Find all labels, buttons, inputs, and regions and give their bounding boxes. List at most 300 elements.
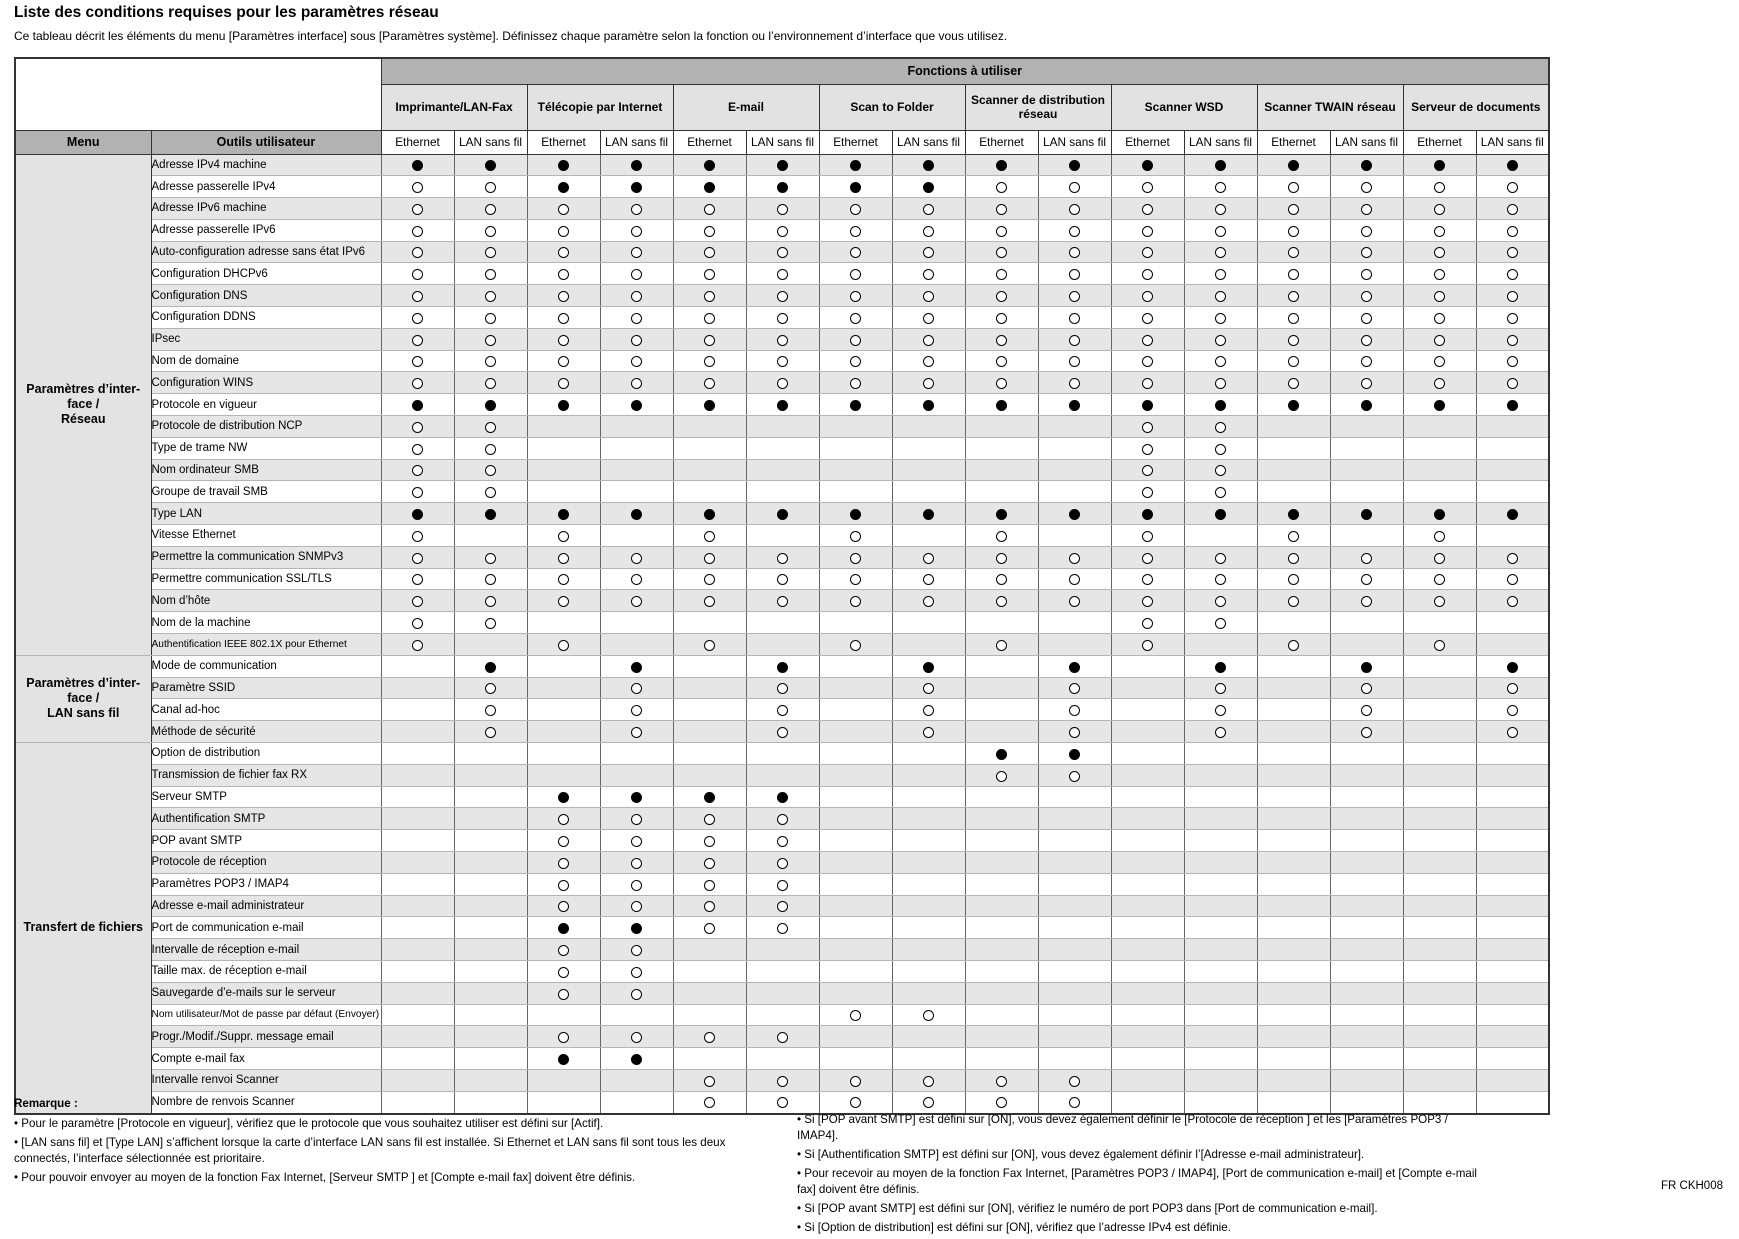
matrix-cell: [1184, 416, 1257, 438]
filled-dot-icon: [996, 509, 1007, 520]
matrix-cell: [1476, 263, 1549, 285]
matrix-cell: [819, 154, 892, 176]
matrix-cell: [1038, 525, 1111, 547]
matrix-cell: [892, 350, 965, 372]
matrix-cell: [454, 830, 527, 852]
matrix-cell: [819, 219, 892, 241]
matrix-cell: [746, 503, 819, 525]
filled-dot-icon: [1507, 509, 1518, 520]
open-dot-icon: [485, 574, 496, 585]
matrix-cell: [527, 939, 600, 961]
matrix-cell: [381, 786, 454, 808]
matrix-cell: [1476, 590, 1549, 612]
open-dot-icon: [704, 574, 715, 585]
filled-dot-icon: [412, 509, 423, 520]
matrix-cell: [1184, 1048, 1257, 1070]
matrix-cell: [527, 764, 600, 786]
matrix-cell: [1403, 939, 1476, 961]
filled-dot-icon: [1142, 160, 1153, 171]
matrix-cell: [819, 546, 892, 568]
wifi-header: LAN sans fil: [1476, 130, 1549, 154]
open-dot-icon: [1507, 574, 1518, 585]
filled-dot-icon: [412, 160, 423, 171]
open-dot-icon: [704, 858, 715, 869]
matrix-cell: [1330, 154, 1403, 176]
open-dot-icon: [1069, 313, 1080, 324]
open-dot-icon: [558, 204, 569, 215]
matrix-cell: [381, 154, 454, 176]
open-dot-icon: [923, 269, 934, 280]
open-dot-icon: [704, 291, 715, 302]
open-dot-icon: [996, 596, 1007, 607]
table-row: [15, 481, 1549, 503]
matrix-cell: [746, 634, 819, 656]
matrix-cell: [1476, 176, 1549, 198]
open-dot-icon: [1069, 574, 1080, 585]
filled-dot-icon: [558, 1054, 569, 1065]
open-dot-icon: [777, 335, 788, 346]
open-dot-icon: [996, 640, 1007, 651]
matrix-cell: [1257, 176, 1330, 198]
matrix-cell: [965, 307, 1038, 329]
matrix-cell: [454, 677, 527, 699]
matrix-cell: [819, 960, 892, 982]
open-dot-icon: [1069, 182, 1080, 193]
matrix-cell: [965, 372, 1038, 394]
matrix-cell: [1403, 372, 1476, 394]
open-dot-icon: [996, 291, 1007, 302]
matrix-cell: [1184, 960, 1257, 982]
matrix-cell: [965, 873, 1038, 895]
matrix-cell: [1476, 895, 1549, 917]
open-dot-icon: [1507, 313, 1518, 324]
matrix-cell: [892, 328, 965, 350]
open-dot-icon: [1507, 727, 1518, 738]
matrix-cell: [892, 525, 965, 547]
matrix-cell: [1257, 721, 1330, 743]
matrix-cell: [454, 590, 527, 612]
matrix-cell: [819, 634, 892, 656]
matrix-cell: [892, 612, 965, 634]
matrix-cell: [673, 960, 746, 982]
table-row: [15, 219, 1549, 241]
matrix-cell: [819, 612, 892, 634]
matrix-cell: [381, 852, 454, 874]
matrix-cell: [819, 263, 892, 285]
matrix-cell: [1330, 743, 1403, 765]
open-dot-icon: [850, 596, 861, 607]
matrix-cell: [1403, 743, 1476, 765]
filled-dot-icon: [1142, 400, 1153, 411]
row-label: Configuration DNS: [151, 285, 381, 307]
matrix-cell: [965, 1048, 1038, 1070]
matrix-cell: [1403, 699, 1476, 721]
table-row: [15, 372, 1549, 394]
filled-dot-icon: [777, 509, 788, 520]
matrix-cell: [892, 1026, 965, 1048]
open-dot-icon: [996, 1097, 1007, 1108]
matrix-cell: [1184, 590, 1257, 612]
open-dot-icon: [1434, 378, 1445, 389]
open-dot-icon: [1142, 596, 1153, 607]
matrix-cell: [1038, 154, 1111, 176]
open-dot-icon: [485, 313, 496, 324]
matrix-cell: [527, 525, 600, 547]
matrix-cell: [1184, 285, 1257, 307]
matrix-cell: [673, 285, 746, 307]
row-label: Mode de communication: [151, 655, 381, 677]
matrix-cell: [746, 612, 819, 634]
table-row: [15, 416, 1549, 438]
open-dot-icon: [485, 247, 496, 258]
matrix-cell: [1257, 699, 1330, 721]
row-label: Configuration DDNS: [151, 307, 381, 329]
matrix-cell: [454, 786, 527, 808]
matrix-cell: [892, 241, 965, 263]
matrix-cell: [1038, 241, 1111, 263]
open-dot-icon: [1069, 226, 1080, 237]
open-dot-icon: [850, 291, 861, 302]
matrix-cell: [600, 612, 673, 634]
matrix-cell: [1330, 721, 1403, 743]
open-dot-icon: [1142, 618, 1153, 629]
matrix-cell: [1476, 786, 1549, 808]
matrix-cell: [673, 612, 746, 634]
open-dot-icon: [1142, 553, 1153, 564]
filled-dot-icon: [631, 400, 642, 411]
matrix-cell: [1476, 1026, 1549, 1048]
filled-dot-icon: [923, 662, 934, 673]
matrix-cell: [1403, 503, 1476, 525]
open-dot-icon: [1361, 291, 1372, 302]
matrix-cell: [673, 852, 746, 874]
matrix-cell: [965, 895, 1038, 917]
matrix-cell: [600, 481, 673, 503]
open-dot-icon: [704, 901, 715, 912]
matrix-cell: [1257, 590, 1330, 612]
filled-dot-icon: [485, 509, 496, 520]
functions-header-row: [15, 58, 1549, 84]
matrix-cell: [1111, 263, 1184, 285]
matrix-cell: [527, 176, 600, 198]
matrix-cell: [892, 154, 965, 176]
matrix-cell: [527, 612, 600, 634]
matrix-cell: [673, 176, 746, 198]
open-dot-icon: [1215, 269, 1226, 280]
matrix-cell: [1111, 503, 1184, 525]
open-dot-icon: [631, 814, 642, 825]
matrix-cell: [454, 1048, 527, 1070]
matrix-cell: [1111, 634, 1184, 656]
open-dot-icon: [850, 247, 861, 258]
matrix-cell: [1111, 764, 1184, 786]
matrix-cell: [746, 808, 819, 830]
matrix-cell: [673, 328, 746, 350]
matrix-cell: [381, 285, 454, 307]
open-dot-icon: [1361, 596, 1372, 607]
filled-dot-icon: [558, 400, 569, 411]
open-dot-icon: [631, 836, 642, 847]
open-dot-icon: [923, 705, 934, 716]
matrix-cell: [673, 634, 746, 656]
open-dot-icon: [996, 771, 1007, 782]
open-dot-icon: [412, 335, 423, 346]
matrix-cell: [1111, 721, 1184, 743]
matrix-cell: [1476, 873, 1549, 895]
matrix-cell: [892, 590, 965, 612]
matrix-cell: [819, 786, 892, 808]
matrix-cell: [527, 677, 600, 699]
matrix-cell: [673, 699, 746, 721]
matrix-cell: [1403, 546, 1476, 568]
matrix-cell: [1403, 285, 1476, 307]
open-dot-icon: [996, 1076, 1007, 1087]
matrix-cell: [1184, 699, 1257, 721]
open-dot-icon: [412, 487, 423, 498]
open-dot-icon: [1215, 335, 1226, 346]
matrix-cell: [673, 677, 746, 699]
matrix-cell: [454, 350, 527, 372]
open-dot-icon: [485, 727, 496, 738]
matrix-cell: [1476, 328, 1549, 350]
matrix-cell: [892, 546, 965, 568]
matrix-cell: [600, 852, 673, 874]
matrix-cell: [965, 830, 1038, 852]
open-dot-icon: [777, 313, 788, 324]
matrix-cell: [892, 198, 965, 220]
filled-dot-icon: [1361, 662, 1372, 673]
matrix-cell: [673, 917, 746, 939]
matrix-cell: [1403, 634, 1476, 656]
matrix-cell: [381, 241, 454, 263]
open-dot-icon: [1361, 313, 1372, 324]
open-dot-icon: [777, 814, 788, 825]
open-dot-icon: [1434, 269, 1445, 280]
matrix-cell: [1257, 1069, 1330, 1091]
filled-dot-icon: [1215, 509, 1226, 520]
matrix-cell: [600, 328, 673, 350]
matrix-cell: [454, 285, 527, 307]
open-dot-icon: [558, 269, 569, 280]
matrix-cell: [1330, 198, 1403, 220]
matrix-cell: [746, 939, 819, 961]
matrix-cell: [381, 612, 454, 634]
table-row: [15, 459, 1549, 481]
table-row: [15, 939, 1549, 961]
filled-dot-icon: [923, 400, 934, 411]
matrix-cell: [1111, 982, 1184, 1004]
open-dot-icon: [777, 683, 788, 694]
table-body: [15, 154, 1549, 1114]
matrix-cell: [819, 437, 892, 459]
matrix-cell: [600, 721, 673, 743]
row-label: Groupe de travail SMB: [151, 481, 381, 503]
matrix-cell: [746, 655, 819, 677]
filled-dot-icon: [777, 792, 788, 803]
matrix-cell: [1257, 677, 1330, 699]
open-dot-icon: [1069, 683, 1080, 694]
matrix-cell: [1330, 1004, 1403, 1026]
wifi-header: LAN sans fil: [1184, 130, 1257, 154]
matrix-cell: [1184, 677, 1257, 699]
note-item: • Si [Option de distribution] est défini sur [ON], vérifiez que l’adresse IPv4 est définie.: [797, 1221, 1231, 1234]
open-dot-icon: [631, 858, 642, 869]
open-dot-icon: [485, 553, 496, 564]
matrix-cell: [746, 590, 819, 612]
matrix-cell: [892, 503, 965, 525]
matrix-cell: [965, 764, 1038, 786]
filled-dot-icon: [485, 400, 496, 411]
eth-header: Ethernet: [965, 130, 1038, 154]
open-dot-icon: [558, 247, 569, 258]
matrix-cell: [1476, 307, 1549, 329]
matrix-cell: [1403, 873, 1476, 895]
open-dot-icon: [996, 531, 1007, 542]
open-dot-icon: [1142, 531, 1153, 542]
matrix-cell: [1111, 895, 1184, 917]
matrix-cell: [1038, 546, 1111, 568]
open-dot-icon: [1142, 291, 1153, 302]
filled-dot-icon: [631, 160, 642, 171]
matrix-cell: [381, 416, 454, 438]
filled-dot-icon: [923, 160, 934, 171]
matrix-cell: [673, 873, 746, 895]
open-dot-icon: [1288, 378, 1299, 389]
matrix-cell: [454, 873, 527, 895]
matrix-cell: [1111, 960, 1184, 982]
filled-dot-icon: [923, 182, 934, 193]
matrix-cell: [819, 699, 892, 721]
filled-dot-icon: [704, 400, 715, 411]
filled-dot-icon: [850, 400, 861, 411]
open-dot-icon: [412, 378, 423, 389]
matrix-cell: [1111, 808, 1184, 830]
open-dot-icon: [1434, 335, 1445, 346]
matrix-cell: [746, 525, 819, 547]
open-dot-icon: [850, 269, 861, 280]
matrix-cell: [1330, 590, 1403, 612]
open-dot-icon: [485, 444, 496, 455]
matrix-cell: [1257, 525, 1330, 547]
matrix-cell: [600, 677, 673, 699]
open-dot-icon: [558, 989, 569, 1000]
matrix-cell: [454, 743, 527, 765]
matrix-cell: [1038, 655, 1111, 677]
matrix-cell: [1257, 1026, 1330, 1048]
matrix-cell: [1330, 764, 1403, 786]
matrix-cell: [1184, 546, 1257, 568]
matrix-cell: [1184, 917, 1257, 939]
matrix-cell: [1476, 960, 1549, 982]
open-dot-icon: [631, 574, 642, 585]
open-dot-icon: [1215, 422, 1226, 433]
matrix-cell: [527, 1026, 600, 1048]
matrix-cell: [1257, 808, 1330, 830]
matrix-cell: [892, 917, 965, 939]
row-label: Type LAN: [151, 503, 381, 525]
table-row: [15, 895, 1549, 917]
open-dot-icon: [412, 226, 423, 237]
open-dot-icon: [704, 335, 715, 346]
table-row: [15, 1069, 1549, 1091]
matrix-cell: [454, 546, 527, 568]
filled-dot-icon: [850, 509, 861, 520]
matrix-cell: [965, 416, 1038, 438]
matrix-cell: [965, 285, 1038, 307]
open-dot-icon: [1288, 182, 1299, 193]
wifi-header: LAN sans fil: [454, 130, 527, 154]
filled-dot-icon: [558, 509, 569, 520]
matrix-cell: [1403, 1048, 1476, 1070]
matrix-cell: [892, 786, 965, 808]
matrix-cell: [1184, 154, 1257, 176]
matrix-cell: [892, 852, 965, 874]
row-label: Nombre de renvois Scanner: [151, 1091, 381, 1113]
matrix-cell: [1184, 743, 1257, 765]
row-label: Auto-configuration adresse sans état IPv6: [151, 241, 381, 263]
open-dot-icon: [1507, 291, 1518, 302]
open-dot-icon: [412, 291, 423, 302]
matrix-cell: [1403, 350, 1476, 372]
open-dot-icon: [1215, 291, 1226, 302]
open-dot-icon: [777, 378, 788, 389]
matrix-cell: [1038, 743, 1111, 765]
filled-dot-icon: [1215, 400, 1226, 411]
matrix-cell: [381, 263, 454, 285]
row-label: Permettre la communication SNMPv3: [151, 546, 381, 568]
matrix-cell: [1330, 437, 1403, 459]
matrix-cell: [1038, 917, 1111, 939]
matrix-cell: [600, 1069, 673, 1091]
row-label: Vitesse Ethernet: [151, 525, 381, 547]
matrix-cell: [746, 350, 819, 372]
open-dot-icon: [923, 553, 934, 564]
open-dot-icon: [923, 574, 934, 585]
filled-dot-icon: [485, 160, 496, 171]
matrix-cell: [454, 307, 527, 329]
matrix-cell: [1111, 939, 1184, 961]
matrix-cell: [1184, 721, 1257, 743]
matrix-cell: [1184, 895, 1257, 917]
matrix-cell: [1111, 655, 1184, 677]
row-label: Paramètre SSID: [151, 677, 381, 699]
matrix-cell: [892, 1048, 965, 1070]
matrix-cell: [1038, 198, 1111, 220]
filled-dot-icon: [923, 509, 934, 520]
open-dot-icon: [777, 247, 788, 258]
matrix-cell: [454, 1004, 527, 1026]
matrix-cell: [1330, 350, 1403, 372]
open-dot-icon: [558, 553, 569, 564]
matrix-cell: [527, 634, 600, 656]
matrix-cell: [965, 721, 1038, 743]
matrix-cell: [381, 546, 454, 568]
matrix-cell: [1403, 1026, 1476, 1048]
filled-dot-icon: [996, 400, 1007, 411]
matrix-cell: [1476, 852, 1549, 874]
open-dot-icon: [412, 553, 423, 564]
matrix-cell: [1038, 786, 1111, 808]
open-dot-icon: [1069, 356, 1080, 367]
network-settings-table: [14, 57, 1550, 1115]
matrix-cell: [746, 960, 819, 982]
matrix-cell: [819, 241, 892, 263]
open-dot-icon: [850, 335, 861, 346]
table-row: [15, 1004, 1549, 1026]
open-dot-icon: [923, 204, 934, 215]
open-dot-icon: [996, 182, 1007, 193]
matrix-cell: [600, 655, 673, 677]
